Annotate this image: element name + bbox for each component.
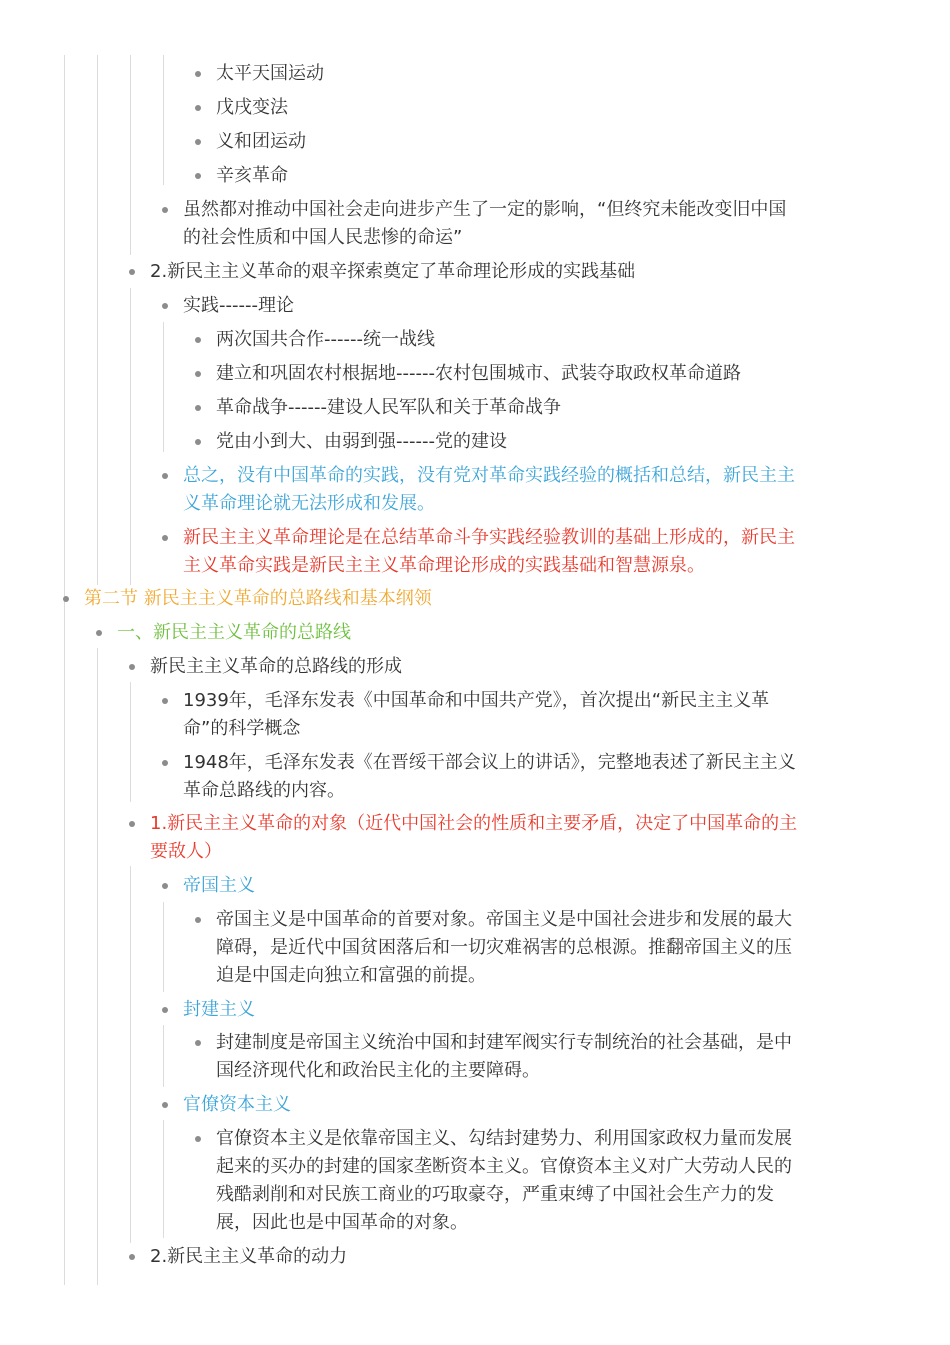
guide-line (130, 866, 131, 1243)
item-text: 义和团运动 (216, 131, 306, 152)
item-text: 新民主主义革命理论是在总结革命斗争实践经验教训的基础上形成的，新民主主义革命实践是新民主主义革命理论形成的实践基础和智慧源泉。 (183, 527, 795, 576)
bullet-icon (162, 698, 168, 704)
item-text: 第二节 新民主主义革命的总路线和基本纲领 (84, 588, 432, 609)
item-text: 革命战争------建设人民军队和关于革命战争 (216, 397, 561, 418)
item-text: 党由小到大、由弱到强------党的建设 (216, 431, 507, 452)
bullet-icon (129, 821, 135, 827)
item-text: 建立和巩固农村根据地------农村包围城市、武装夺取政权革命道路 (216, 363, 741, 384)
guide-line (163, 1025, 164, 1087)
outline-item (216, 94, 806, 122)
guide-line (163, 902, 164, 992)
item-text: 官僚资本主义是依靠帝国主义、勾结封建势力、利用国家政权力量而发展起来的买办的封建的国家垄断资本主义。官僚资本主义对广大劳动人民的残酷剥削和对民族工商业的巧取豪夺，严重束缚了中国社会生产力的发展，因此也是中国革命的对象。 (216, 1128, 792, 1233)
outline-item (216, 326, 806, 354)
outline-item (150, 810, 800, 866)
outline-item (216, 906, 806, 990)
item-text: 辛亥革命 (216, 165, 288, 186)
item-text: 1.新民主主义革命的对象（近代中国社会的性质和主要矛盾，决定了中国革命的主要敌人） (150, 813, 798, 862)
bullet-icon (195, 173, 201, 179)
bullet-icon (162, 1102, 168, 1108)
item-text: 虽然都对推动中国社会走向进步产生了一定的影响，“但终究未能改变旧中国的社会性质和中国人民悲惨的命运” (183, 199, 787, 248)
item-text: 太平天国运动 (216, 63, 324, 84)
item-text: 1948年，毛泽东发表《在晋绥干部会议上的讲话》，完整地表述了新民主主义革命总路线的内容。 (183, 752, 796, 801)
item-text: 新民主主义革命的总路线的形成 (150, 656, 402, 677)
outline-item (216, 428, 806, 456)
outline-item (183, 292, 801, 320)
bullet-icon (162, 1007, 168, 1013)
outline-item (183, 462, 801, 518)
bullet-icon (195, 71, 201, 77)
bullet-icon (162, 473, 168, 479)
item-text: 两次国共合作------统一战线 (216, 329, 435, 350)
outline-item (183, 1091, 801, 1119)
item-text: 戊戌变法 (216, 97, 288, 118)
item-text: 帝国主义 (183, 875, 255, 896)
outline-item (216, 60, 806, 88)
outline-item (183, 196, 801, 252)
outline-item (183, 687, 801, 743)
guide-line (130, 55, 131, 255)
item-text: 2.新民主主义革命的艰辛探索奠定了革命理论形成的实践基础 (150, 261, 636, 282)
outline-item (150, 258, 800, 286)
bullet-icon (162, 207, 168, 213)
guide-line (163, 322, 164, 452)
bullet-icon (162, 303, 168, 309)
item-text: 总之，没有中国革命的实践，没有党对革命实践经验的概括和总结，新民主主义革命理论就无法形成和发展。 (183, 465, 795, 514)
outline-item (150, 653, 800, 681)
bullet-icon (129, 269, 135, 275)
bullet-icon (195, 1040, 201, 1046)
guide-line (97, 648, 98, 1285)
outline-item (183, 749, 801, 805)
outline-item (216, 128, 806, 156)
bullet-icon (129, 664, 135, 670)
outline-item (183, 872, 801, 900)
item-text: 封建制度是帝国主义统治中国和封建军阀实行专制统治的社会基础，是中国经济现代化和政治民主化的主要障碍。 (216, 1032, 792, 1081)
outline-item (216, 360, 806, 388)
bullet-icon (195, 139, 201, 145)
bullet-icon (195, 439, 201, 445)
bullet-icon (129, 1254, 135, 1260)
outline-item (216, 394, 806, 422)
guide-line (163, 55, 164, 185)
guide-line (97, 55, 98, 585)
item-text: 帝国主义是中国革命的首要对象。帝国主义是中国社会进步和发展的最大障碍，是近代中国贫困落后和一切灾难祸害的总根源。推翻帝国主义的压迫是中国走向独立和富强的前提。 (216, 909, 792, 986)
outline-item (216, 162, 806, 190)
bullet-icon (63, 596, 69, 602)
outline-item (183, 996, 801, 1024)
subsection-heading (117, 619, 800, 647)
item-text: 2.新民主主义革命的动力 (150, 1246, 348, 1267)
bullet-icon (195, 105, 201, 111)
outline-item (216, 1029, 806, 1085)
bullet-icon (96, 630, 102, 636)
bullet-icon (162, 883, 168, 889)
guide-line (163, 1120, 164, 1238)
bullet-icon (162, 535, 168, 541)
guide-line (130, 682, 131, 802)
item-text: 1939年，毛泽东发表《中国革命和中国共产党》，首次提出“新民主主义革命”的科学概念 (183, 690, 770, 739)
bullet-icon (195, 1136, 201, 1142)
item-text: 实践------理论 (183, 295, 294, 316)
item-text: 封建主义 (183, 999, 255, 1020)
outline-item (216, 1125, 806, 1237)
bullet-icon (195, 405, 201, 411)
item-text: 一、新民主主义革命的总路线 (117, 622, 351, 643)
bullet-icon (195, 917, 201, 923)
outline-item (183, 524, 801, 580)
bullet-icon (162, 760, 168, 766)
bullet-icon (195, 371, 201, 377)
guide-line (130, 288, 131, 585)
outline-item (150, 1243, 800, 1271)
item-text: 官僚资本主义 (183, 1094, 291, 1115)
section-heading (84, 585, 800, 613)
bullet-icon (195, 337, 201, 343)
guide-line (64, 55, 65, 1285)
